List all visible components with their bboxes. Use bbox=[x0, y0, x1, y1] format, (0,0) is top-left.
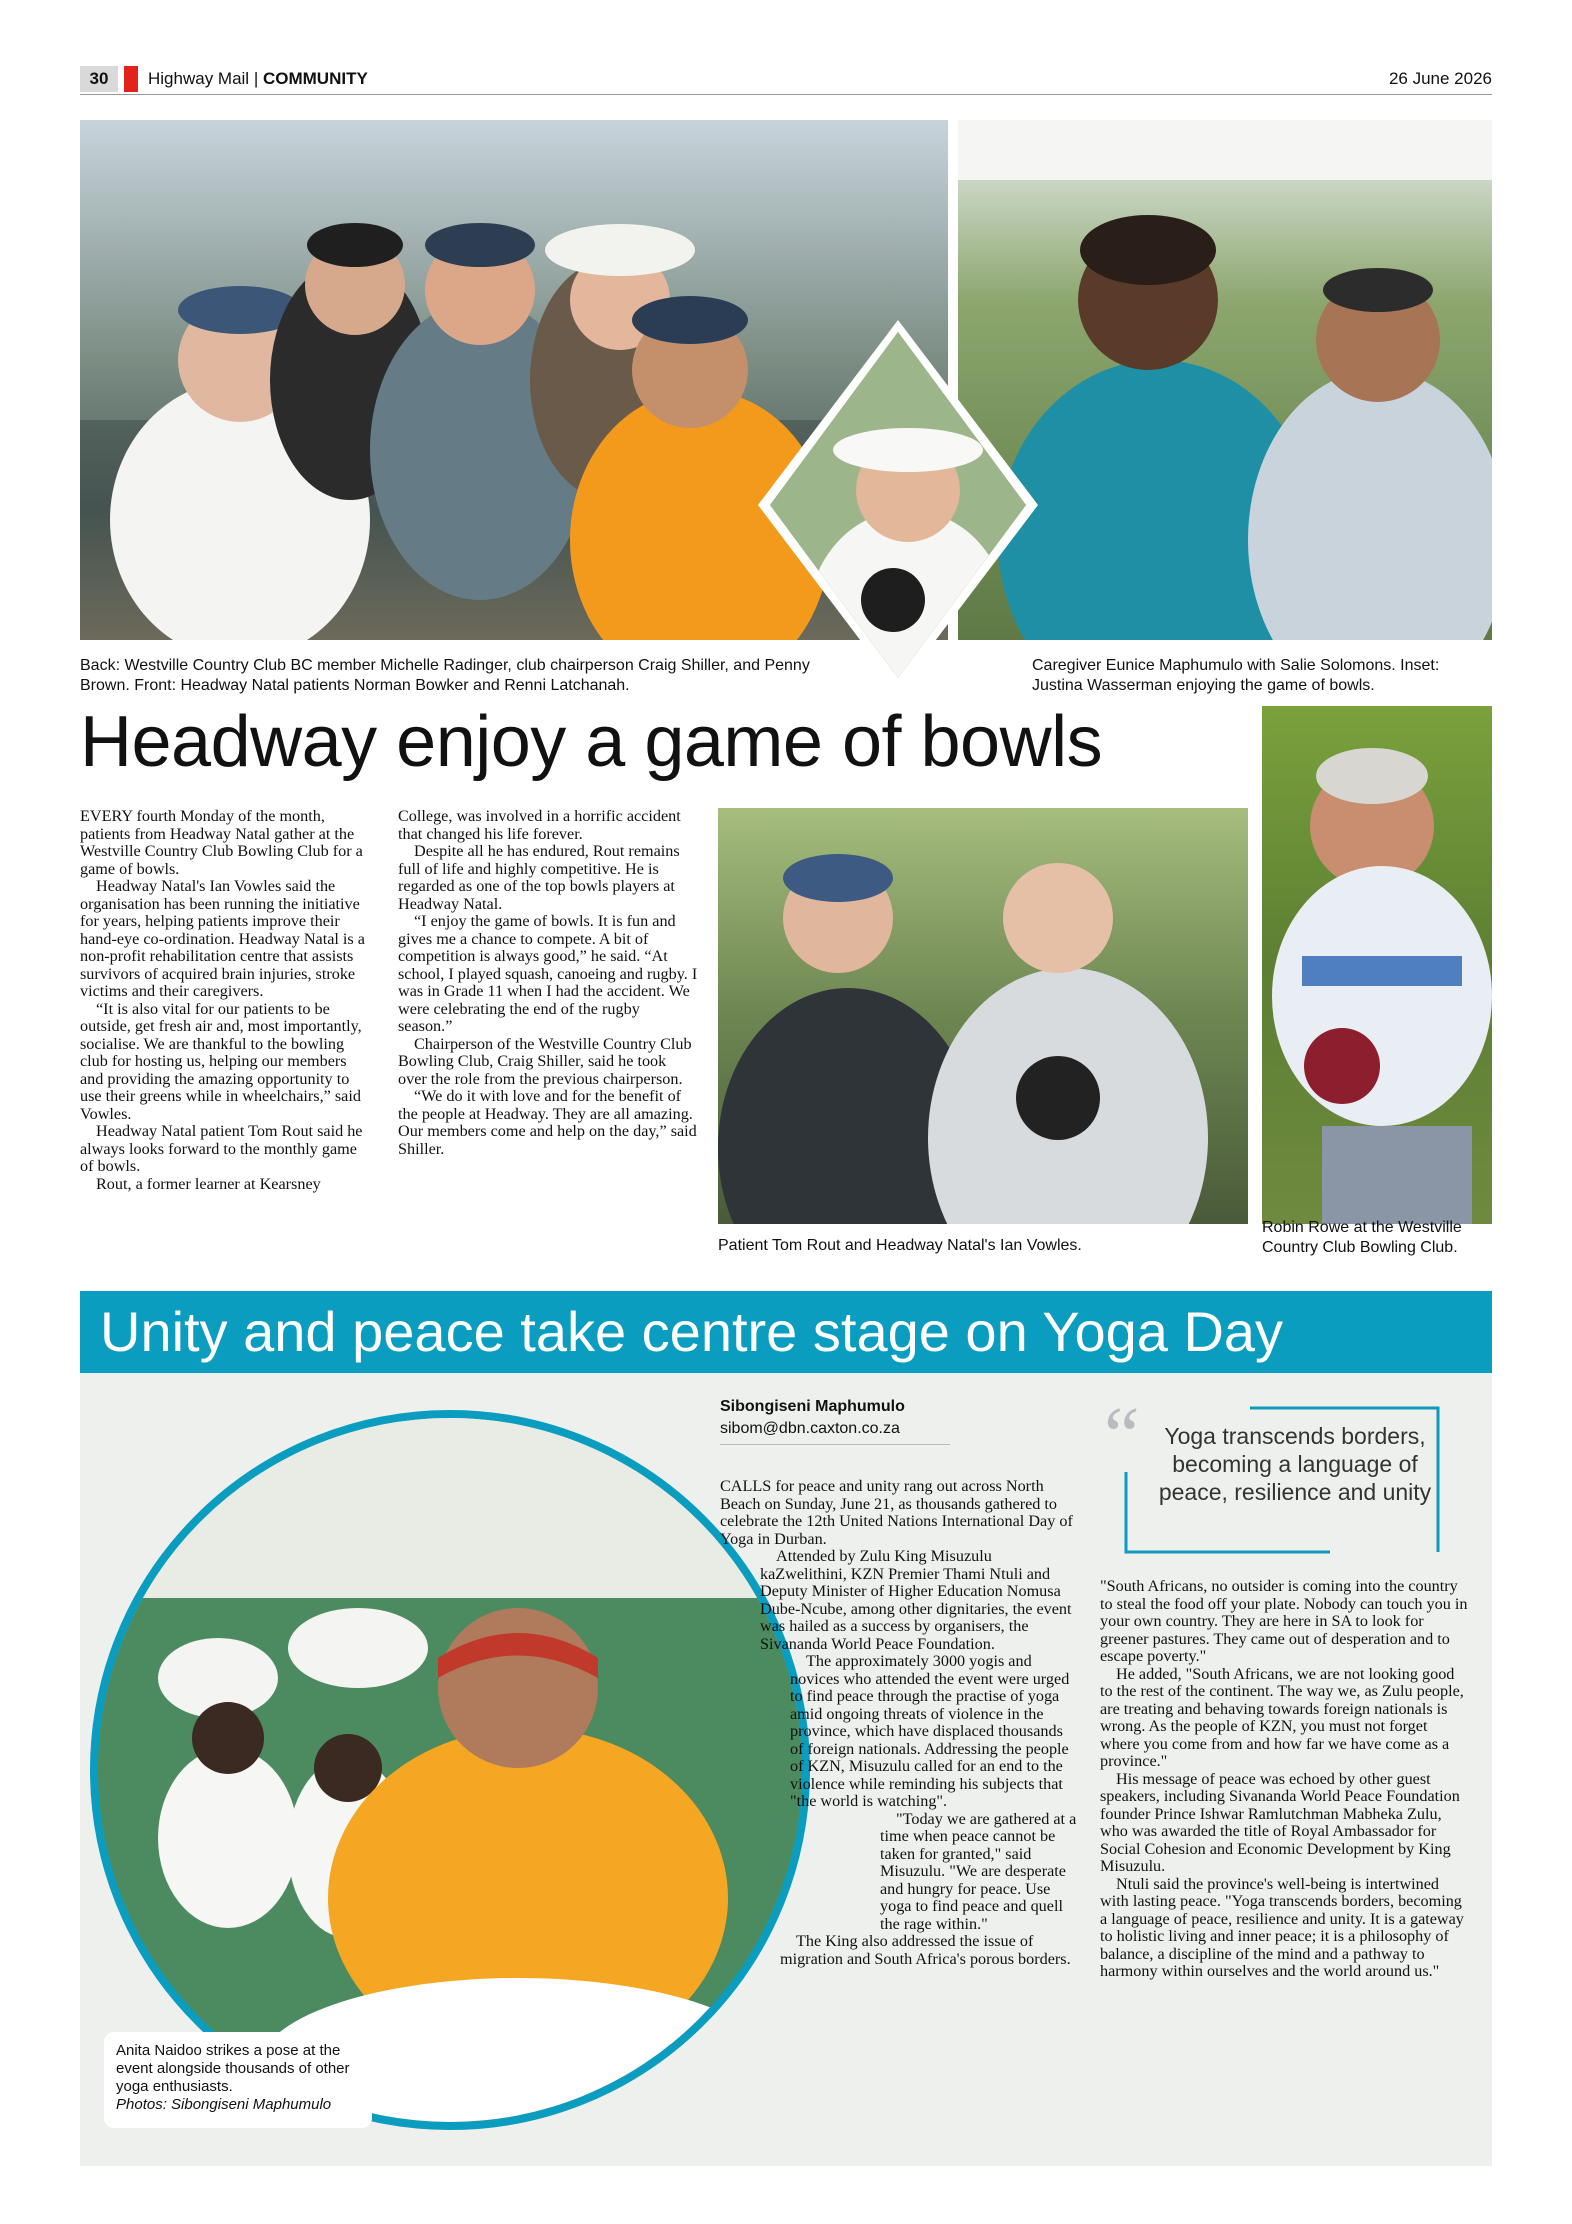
header-rule bbox=[80, 94, 1492, 95]
photo-yoga-image bbox=[98, 1418, 802, 2122]
page-number: 30 bbox=[80, 66, 118, 92]
caption-tom-rout: Patient Tom Rout and Headway Natal's Ian Vowles. bbox=[718, 1237, 1082, 1254]
article-headline-bowls: Headway enjoy a game of bowls bbox=[80, 702, 1103, 782]
publication-name: Highway Mail bbox=[148, 69, 250, 88]
section-name: COMMUNITY bbox=[262, 69, 368, 88]
bowls-paragraph: “I enjoy the game of bowls. It is fun and gives me a chance to compete. A bit of competition is always good,” he said. “At school, I played squash, canoeing and rugby. I was in Grade 11 when I had the accident. We were celebrating the end of the rugby season.” bbox=[398, 912, 698, 1035]
bowls-paragraph: “It is also vital for our patients to be outside, get fresh air and, most importantly, socialise. We are thankful to the bowling club for hosting us, helping our members and providing the amazing opportunity to use their greens while in wheelchairs,” said Vowles. bbox=[80, 999, 362, 1123]
photo-caregiver-image bbox=[958, 120, 1492, 640]
yoga-paragraph: He added, "South Africans, we are not looking good to the rest of the continent. The way we, as Zulu people, are treating and behaving towards foreign nationals is wrong. As the people of KZN, you must not forget where you come from and how far we have come as a province." bbox=[1100, 1664, 1464, 1770]
bowls-paragraph: Chairperson of the Westville Country Club Bowling Club, Craig Shiller, said he took over the role from the previous chairperson. bbox=[398, 1034, 692, 1088]
quote-mark-icon: “ bbox=[1104, 1402, 1140, 1480]
yoga-paragraph: "South Africans, no outsider is coming into the country to steal the food off your plate. Nobody can touch you in your own country. They are here in SA to look for greener pastures. They came out of desperation and to escape poverty." bbox=[1100, 1577, 1468, 1665]
bowls-column-2 bbox=[398, 808, 698, 1158]
publication-header bbox=[148, 68, 368, 90]
header-separator: | bbox=[249, 69, 263, 88]
yoga-paragraph: His message of peace was echoed by other guest speakers, including Sivananda World Peace Foundation founder Prince Ishwar Ramlutchman Mabheka Zulu, who was awarded the title of Royal Ambassador for Social Cohesion and Economic Development by King Misuzulu. bbox=[1100, 1769, 1460, 1875]
yoga-paragraph: Ntuli said the province's well-being is intertwined with lasting peace. "Yoga transcends borders, becoming a language of peace, resilience and unity. It is a gateway to holistic living and inner peace; it is a philosophy of balance, a discipline of the mind and a pathway to harmony within ourselves and the world around us." bbox=[1100, 1874, 1464, 1980]
section-marker bbox=[124, 66, 138, 92]
bowls-column-1 bbox=[80, 808, 370, 1193]
caption-caregiver-photo: Caregiver Eunice Maphumulo with Salie Solomons. Inset: Justina Wasserman enjoying the game of bowls. bbox=[1032, 657, 1440, 694]
photo-robin-rowe bbox=[1262, 706, 1492, 1224]
photo-caregiver bbox=[958, 120, 1492, 640]
pull-quote-text: Yoga transcends borders, becoming a language of peace, resilience and unity bbox=[1158, 1423, 1432, 1505]
issue-date: 26 June 2026 bbox=[1388, 69, 1492, 88]
article-headline-yoga: Unity and peace take centre stage on Yoga Day bbox=[100, 1300, 1284, 1363]
byline-author: Sibongiseni Maphumulo bbox=[720, 1398, 905, 1415]
caption-robin-rowe: Robin Rowe at the Westville Country Club Bowling Club. bbox=[1262, 1219, 1462, 1256]
bowls-paragraph: Headway Natal's Ian Vowles said the organisation has been running the initiative for years, helping patients improve their hand-eye co-ordination. Headway Natal is a non-profit rehabilitation centre that assists survivors of acquired brain injuries, stroke victims and their caregivers. bbox=[80, 877, 365, 1000]
caption-group-photo: Back: Westville Country Club BC member Michelle Radinger, club chairperson Craig Shiller, and Penny Brown. Front: Headway Natal patients Norman Bowker and Renni Latchanah. bbox=[80, 657, 810, 694]
yoga-paragraph: CALLS for peace and unity rang out across North Beach on Sunday, June 21, as thousands gathered to celebrate the 12th United Nations International Day of Yoga in Durban. bbox=[720, 1477, 1073, 1548]
photo-tom-rout bbox=[718, 808, 1248, 1224]
bowls-paragraph: Rout, a former learner at Kearsney bbox=[96, 1174, 321, 1193]
photo-inset-image bbox=[758, 320, 1038, 690]
yoga-column-right bbox=[1100, 1578, 1470, 1981]
bowls-paragraph: Despite all he has endured, Rout remains full of life and highly competitive. He is regarded as one of the top bowls players at Headway Natal. bbox=[398, 842, 680, 913]
bowls-paragraph: College, was involved in a horrific accident that changed his life forever. bbox=[398, 807, 681, 843]
byline-rule bbox=[720, 1444, 950, 1445]
photo-inset-diamond bbox=[758, 320, 1038, 690]
yoga-column-middle bbox=[720, 1478, 1080, 1968]
photo-credit: Photos: Sibongiseni Maphumulo bbox=[116, 2096, 332, 2113]
yoga-paragraph: The approximately 3000 yogis and novices who attended the event were urged to find peace through the practise of yoga amid ongoing threats of violence in the province, which have displaced thousands of foreign nationals. Addressing the people of KZN, Misuzulu called for an end to the violence while reminding his subjects that "the world is watching". bbox=[790, 1652, 1070, 1810]
yoga-photo-caption bbox=[104, 2032, 372, 2128]
photo-yoga-circle bbox=[90, 1410, 810, 2130]
yoga-paragraph: "Today we are gathered at a time when peace cannot be taken for granted," said Misuzulu. "We are desperate and hungry for peace. Use yoga to find peace and quell the rage within." bbox=[880, 1809, 1077, 1933]
photo-robin-rowe-image bbox=[1262, 706, 1492, 1224]
bowls-paragraph: Headway Natal patient Tom Rout said he always looks forward to the monthly game of bowls. bbox=[80, 1122, 363, 1175]
photo-tom-rout-image bbox=[718, 808, 1248, 1224]
yoga-caption-text: Anita Naidoo strikes a pose at the event alongside thousands of other yoga enthusiasts. bbox=[116, 2042, 350, 2095]
bowls-paragraph: “We do it with love and for the benefit of the people at Headway. They are all amazing. Our members come and help on the day,” said Shiller. bbox=[398, 1087, 697, 1158]
bowls-paragraph: EVERY fourth Monday of the month, patients from Headway Natal gather at the Westville Country Club Bowling Club for a game of bowls. bbox=[80, 807, 363, 878]
yoga-paragraph: Attended by Zulu King Misuzulu kaZwelithini, KZN Premier Thami Ntuli and Deputy Minister of Higher Education Nomusa Dube-Ncube, among other dignitaries, the event was hailed as a success by organisers, the Sivananda World Peace Foundation. bbox=[760, 1547, 1072, 1653]
yoga-paragraph: The King also addressed the issue of migration and South Africa's porous borders. bbox=[780, 1932, 1071, 1968]
byline-email[interactable]: sibom@dbn.caxton.co.za bbox=[720, 1420, 900, 1437]
